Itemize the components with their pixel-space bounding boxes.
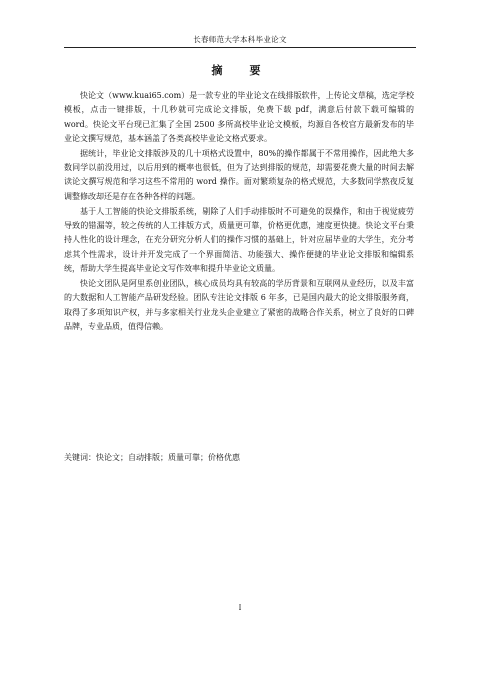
page-number: I: [238, 604, 242, 612]
abstract-body: [64, 89, 414, 335]
abstract-paragraph-2: 据统计，毕业论文排版涉及的几十项格式设置中，80%的操作都属于不常用操作，因此绝大多数同学以前没用过，以后用到的概率也很低，但为了达到排版的规范，却需要花费大量的时间去解读论文撰写规范和学习这些不常用的 word 操作。面对繁琐复杂的格式规范，大多数同学熬夜反复调整修改却还是存在各种各样的问题。: [64, 148, 414, 201]
running-header: 长春师范大学本科毕业论文: [193, 35, 287, 44]
abstract-paragraph-4: 快论文团队是阿里系创业团队，核心成员均具有较高的学历背景和互联网从业经历，以及丰富的大数据和人工智能产品研发经验。团队专注论文排版 6 年多，已是国内最大的论文排版服务商，取得了多项知识产权，并与多家相关行业龙头企业建立了紧密的战略合作关系，树立了良好的口碑品牌，专业品质，值得信赖。: [64, 278, 414, 331]
header-rule: [64, 47, 416, 48]
abstract-paragraph-3: 基于人工智能的快论文排版系统，剔除了人们手动排版时不可避免的误操作，和由于视觉疲劳导致的错漏等，较之传统的人工排版方式，质量更可靠，价格更优惠，速度更快捷。快论文平台秉持人性化的设计理念，在充分研究分析人们的操作习惯的基础上，针对应届毕业的大学生，充分考虑其个性需求，设计并开发完成了一个界面简洁、功能强大、操作便捷的毕业论文排版和编辑系统，帮助大学生提高毕业论文写作效率和提升毕业论文质量。: [64, 206, 414, 273]
keywords-line: 关键词：快论文；自动排版；质量可靠；价格优惠: [64, 453, 240, 462]
abstract-paragraph-1: 快论文（www.kuai65.com）是一款专业的毕业论文在线排版软件，上传论文草稿，选定学校模板，点击一键排版，十几秒就可完成论文排版，免费下载 pdf，满意后付款下载可编辑的 word。快论文平台现已汇集了全国 2500 多所高校毕业论文模板，均源自各校官方最新发布的毕业论文撰写规范，基本涵盖了各类高校毕业论文格式要求。: [64, 91, 414, 143]
abstract-title: 摘 要: [211, 64, 269, 77]
